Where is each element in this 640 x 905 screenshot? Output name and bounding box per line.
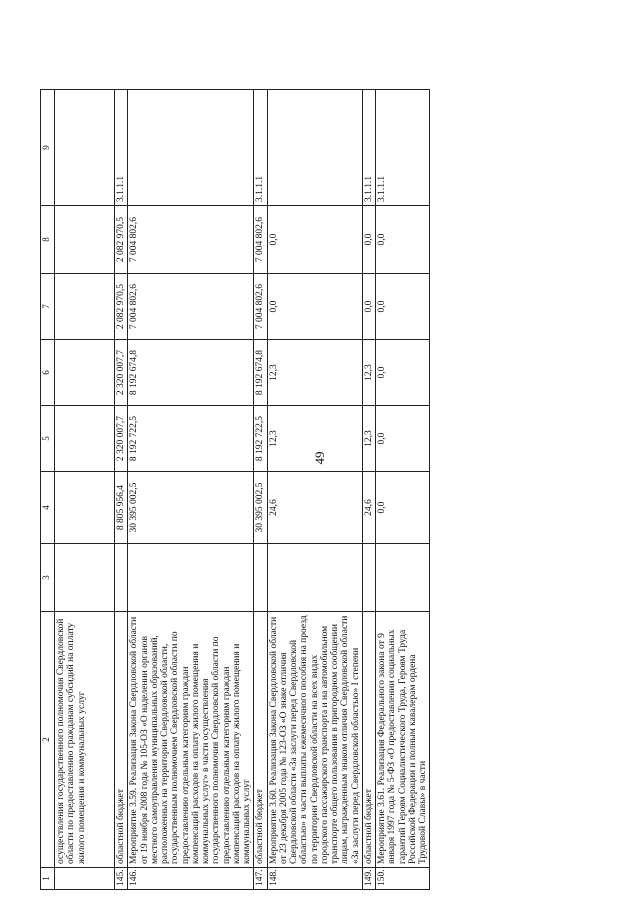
col-3 [267, 544, 362, 612]
header-cell: 1 [41, 868, 55, 890]
col-3 [254, 544, 267, 612]
row-description: Мероприятие 3.60. Реализация Закона Свердловской области от 23 декабря 2005 года № 123-ОЗ «О знаке отличия Свердловской области «За заслуги перед Свердловской областью» в части выплаты ежемесячного пособия на проезд по территории Свердловской области на всех видах городского пассажирского транспорта и на автомобильном транспорте общего пользования в пригородном сообщении лицам, награжденным знаком отличия Свердловской области «За заслуги перед Свердловской областью» I степени [267, 612, 362, 868]
row-number: 150. [376, 868, 430, 890]
col-7: 7 004 802,6 [254, 274, 267, 340]
col-4: 30 395 002,5 [254, 472, 267, 544]
col-8: 7 004 802,6 [128, 206, 254, 274]
col-9 [55, 90, 115, 206]
col-4: 0,0 [376, 472, 430, 544]
col-4 [55, 472, 115, 544]
table-row [115, 90, 128, 890]
col-3 [362, 544, 375, 612]
budget-table [40, 89, 430, 890]
col-4: 30 395 002,5 [128, 472, 254, 544]
table-row [267, 90, 362, 890]
row-number [55, 868, 115, 890]
header-cell: 5 [41, 406, 55, 472]
col-6: 0,0 [376, 340, 430, 406]
col-7: 0,0 [362, 274, 375, 340]
col-9 [128, 90, 254, 206]
row-description: Мероприятие 3.61. Реализация Федерального закона от 9 января 1997 года № 5-ФЗ «О предоставлении социальных гарантий Героям Социалистического Труда, Героям Труда Российской Федерации и полным кавалерам ордена Трудовой Славы» в части [376, 612, 430, 868]
col-6: 8 192 674,8 [254, 340, 267, 406]
rotated-table-container [40, 90, 600, 890]
page-number-text: 49 [312, 451, 327, 465]
header-cell: 2 [41, 612, 55, 868]
col-8 [55, 206, 115, 274]
row-description: областной бюджет [362, 612, 375, 868]
header-cell: 7 [41, 274, 55, 340]
col-7: 0,0 [267, 274, 362, 340]
row-description: осуществления государственного полномочия Свердловской области по предоставлению гражданам субсидий на оплату жилого помещения и коммунальных услуг [55, 612, 115, 868]
row-number: 145. [115, 868, 128, 890]
header-row [41, 90, 55, 890]
col-9 [267, 90, 362, 206]
row-number: 146. [128, 868, 254, 890]
col-5: 8 192 722,5 [254, 406, 267, 472]
col-7: 2 082 970,5 [115, 274, 128, 340]
col-6: 8 192 674,8 [128, 340, 254, 406]
table-row [362, 90, 375, 890]
row-number: 147. [254, 868, 267, 890]
col-5: 8 192 722,5 [128, 406, 254, 472]
header-cell: 9 [41, 90, 55, 206]
col-4: 24,6 [362, 472, 375, 544]
col-3 [376, 544, 430, 612]
header-cell: 8 [41, 206, 55, 274]
col-6: 12,3 [267, 340, 362, 406]
row-number: 148. [267, 868, 362, 890]
col-3 [115, 544, 128, 612]
col-5: 2 320 007,7 [115, 406, 128, 472]
header-cell: 6 [41, 340, 55, 406]
col-7: 7 004 802,6 [128, 274, 254, 340]
col-7 [55, 274, 115, 340]
col-6 [55, 340, 115, 406]
table-row [376, 90, 430, 890]
col-9: 3.1.1.1 [254, 90, 267, 206]
col-4: 8 805 956,4 [115, 472, 128, 544]
row-description: областной бюджет [115, 612, 128, 868]
table-row [254, 90, 267, 890]
col-8: 7 004 802,6 [254, 206, 267, 274]
header-cell: 4 [41, 472, 55, 544]
col-6: 12,3 [362, 340, 375, 406]
col-9: 3.1.1.1 [362, 90, 375, 206]
row-number: 149. [362, 868, 375, 890]
col-6: 2 320 007,7 [115, 340, 128, 406]
col-3 [55, 544, 115, 612]
col-8: 0,0 [376, 206, 430, 274]
row-description: Мероприятие 3.59. Реализация Закона Свердловской области от 19 ноября 2008 года № 105-ОЗ «О наделении органов местного самоуправления муниципальных образований, расположенных на территории Свердловской области, государственным полномочием Свердловской области по предоставлению отдельным категориям граждан компенсаций расходов на оплату жилого помещения и коммунальных услуг» в части осуществления государственного полномочия Свердловской области по предоставлению отдельным категориям граждан компенсаций расходов на оплату жилого помещения и коммунальных услуг [128, 612, 254, 868]
col-9: 3.1.1.1 [115, 90, 128, 206]
col-8: 0,0 [267, 206, 362, 274]
row-description: областной бюджет [254, 612, 267, 868]
col-8: 0,0 [362, 206, 375, 274]
table-row [128, 90, 254, 890]
header-cell: 3 [41, 544, 55, 612]
col-5: 0,0 [376, 406, 430, 472]
col-5: 12,3 [362, 406, 375, 472]
table-row [55, 90, 115, 890]
col-5 [55, 406, 115, 472]
col-9: 3.1.1.1 [376, 90, 430, 206]
col-7: 0,0 [376, 274, 430, 340]
col-3 [128, 544, 254, 612]
col-5: 12,3 [267, 406, 362, 472]
col-4: 24,6 [267, 472, 362, 544]
col-8: 2 082 970,5 [115, 206, 128, 274]
